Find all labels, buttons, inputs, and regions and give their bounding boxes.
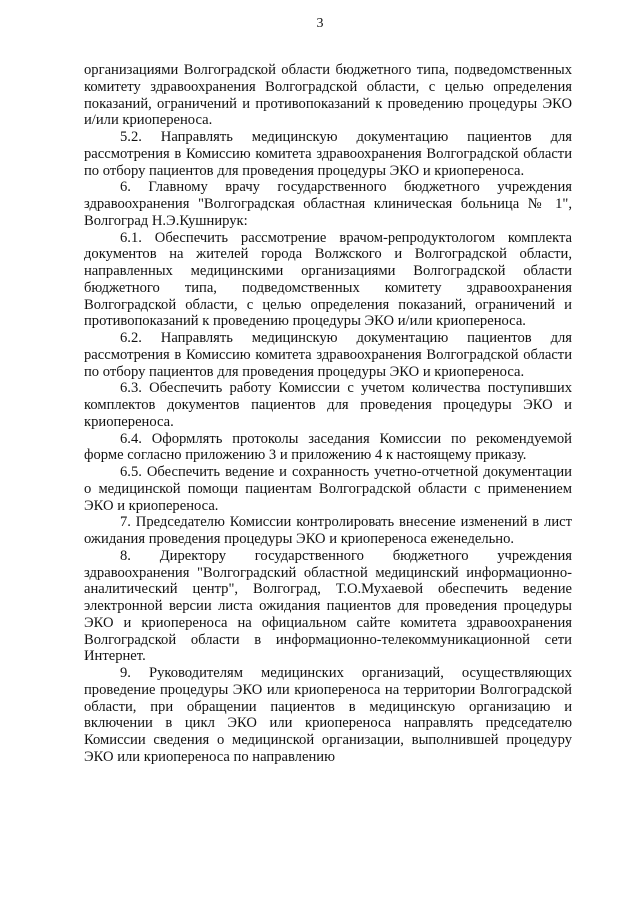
paragraph-6-2: 6.2. Направлять медицинскую документацию пациентов для рассмотрения в Комиссию комитета здравоохранения Волгоградской области по отбору пациентов для проведения процедуры ЭКО и криопереноса. <box>84 330 572 380</box>
paragraph-6-3: 6.3. Обеспечить работу Комиссии с учетом количества поступивших комплектов документов пациентов для проведения процедуры ЭКО и криопереноса. <box>84 380 572 430</box>
paragraph-5-2: 5.2. Направлять медицинскую документацию пациентов для рассмотрения в Комиссию комитета здравоохранения Волгоградской области по отбору пациентов для проведения процедуры ЭКО и криопереноса. <box>84 129 572 179</box>
paragraph-9: 9. Руководителям медицинских организаций, осуществляющих проведение процедуры ЭКО или криопереноса на территории Волгоградской области, при обращении пациентов в медицинскую организацию и включении в цикл ЭКО или криопереноса направлять председателю Комиссии сведения о медицинской организации, выполнившей процедуру ЭКО или криопереноса по направлению <box>84 665 572 765</box>
paragraph-8: 8. Директору государственного бюджетного учреждения здравоохранения "Волгоградский областной медицинский информационно-аналитический центр", Волгоград, Т.О.Мухаевой обеспечить ведение электронной версии листа ожидания пациентов для проведения процедуры ЭКО и криопереноса на официальном сайте комитета здравоохранения Волгоградской области в информационно-телекоммуникационной сети Интернет. <box>84 547 572 665</box>
paragraph-6-5: 6.5. Обеспечить ведение и сохранность учетно-отчетной документации о медицинской помощи пациентам Волгоградской области с применением ЭКО и криопереноса. <box>84 464 572 514</box>
page-number: 3 <box>316 16 324 31</box>
paragraph-continuation: организациями Волгоградской области бюджетного типа, подведомственных комитету здравоохранения Волгоградской области, с целью определения показаний, ограничений и противопоказаний к проведению процедуры ЭКО и/или криопереноса. <box>84 62 572 129</box>
document-body <box>84 62 572 766</box>
paragraph-6-4: 6.4. Оформлять протоколы заседания Комиссии по рекомендуемой форме согласно приложению 3 и приложению 4 к настоящему приказу. <box>84 430 572 464</box>
paragraph-6: 6. Главному врачу государственного бюджетного учреждения здравоохранения "Волгоградская областная клиническая больница № 1", Волгоград Н.Э.Кушнирук: <box>84 179 572 229</box>
paragraph-7: 7. Председателю Комиссии контролировать внесение изменений в лист ожидания проведения процедуры ЭКО и криопереноса еженедельно. <box>84 514 572 547</box>
paragraph-6-1: 6.1. Обеспечить рассмотрение врачом-репродуктологом комплекта документов на жителей города Волжского и Волгоградской области, направленных медицинскими организациями Волгоградской области бюджетного типа, подведомственных комитету здравоохранения Волгоградской области, с целью определения показаний, ограничений и противопоказаний к проведению процедуры ЭКО и/или криопереноса. <box>84 229 572 330</box>
